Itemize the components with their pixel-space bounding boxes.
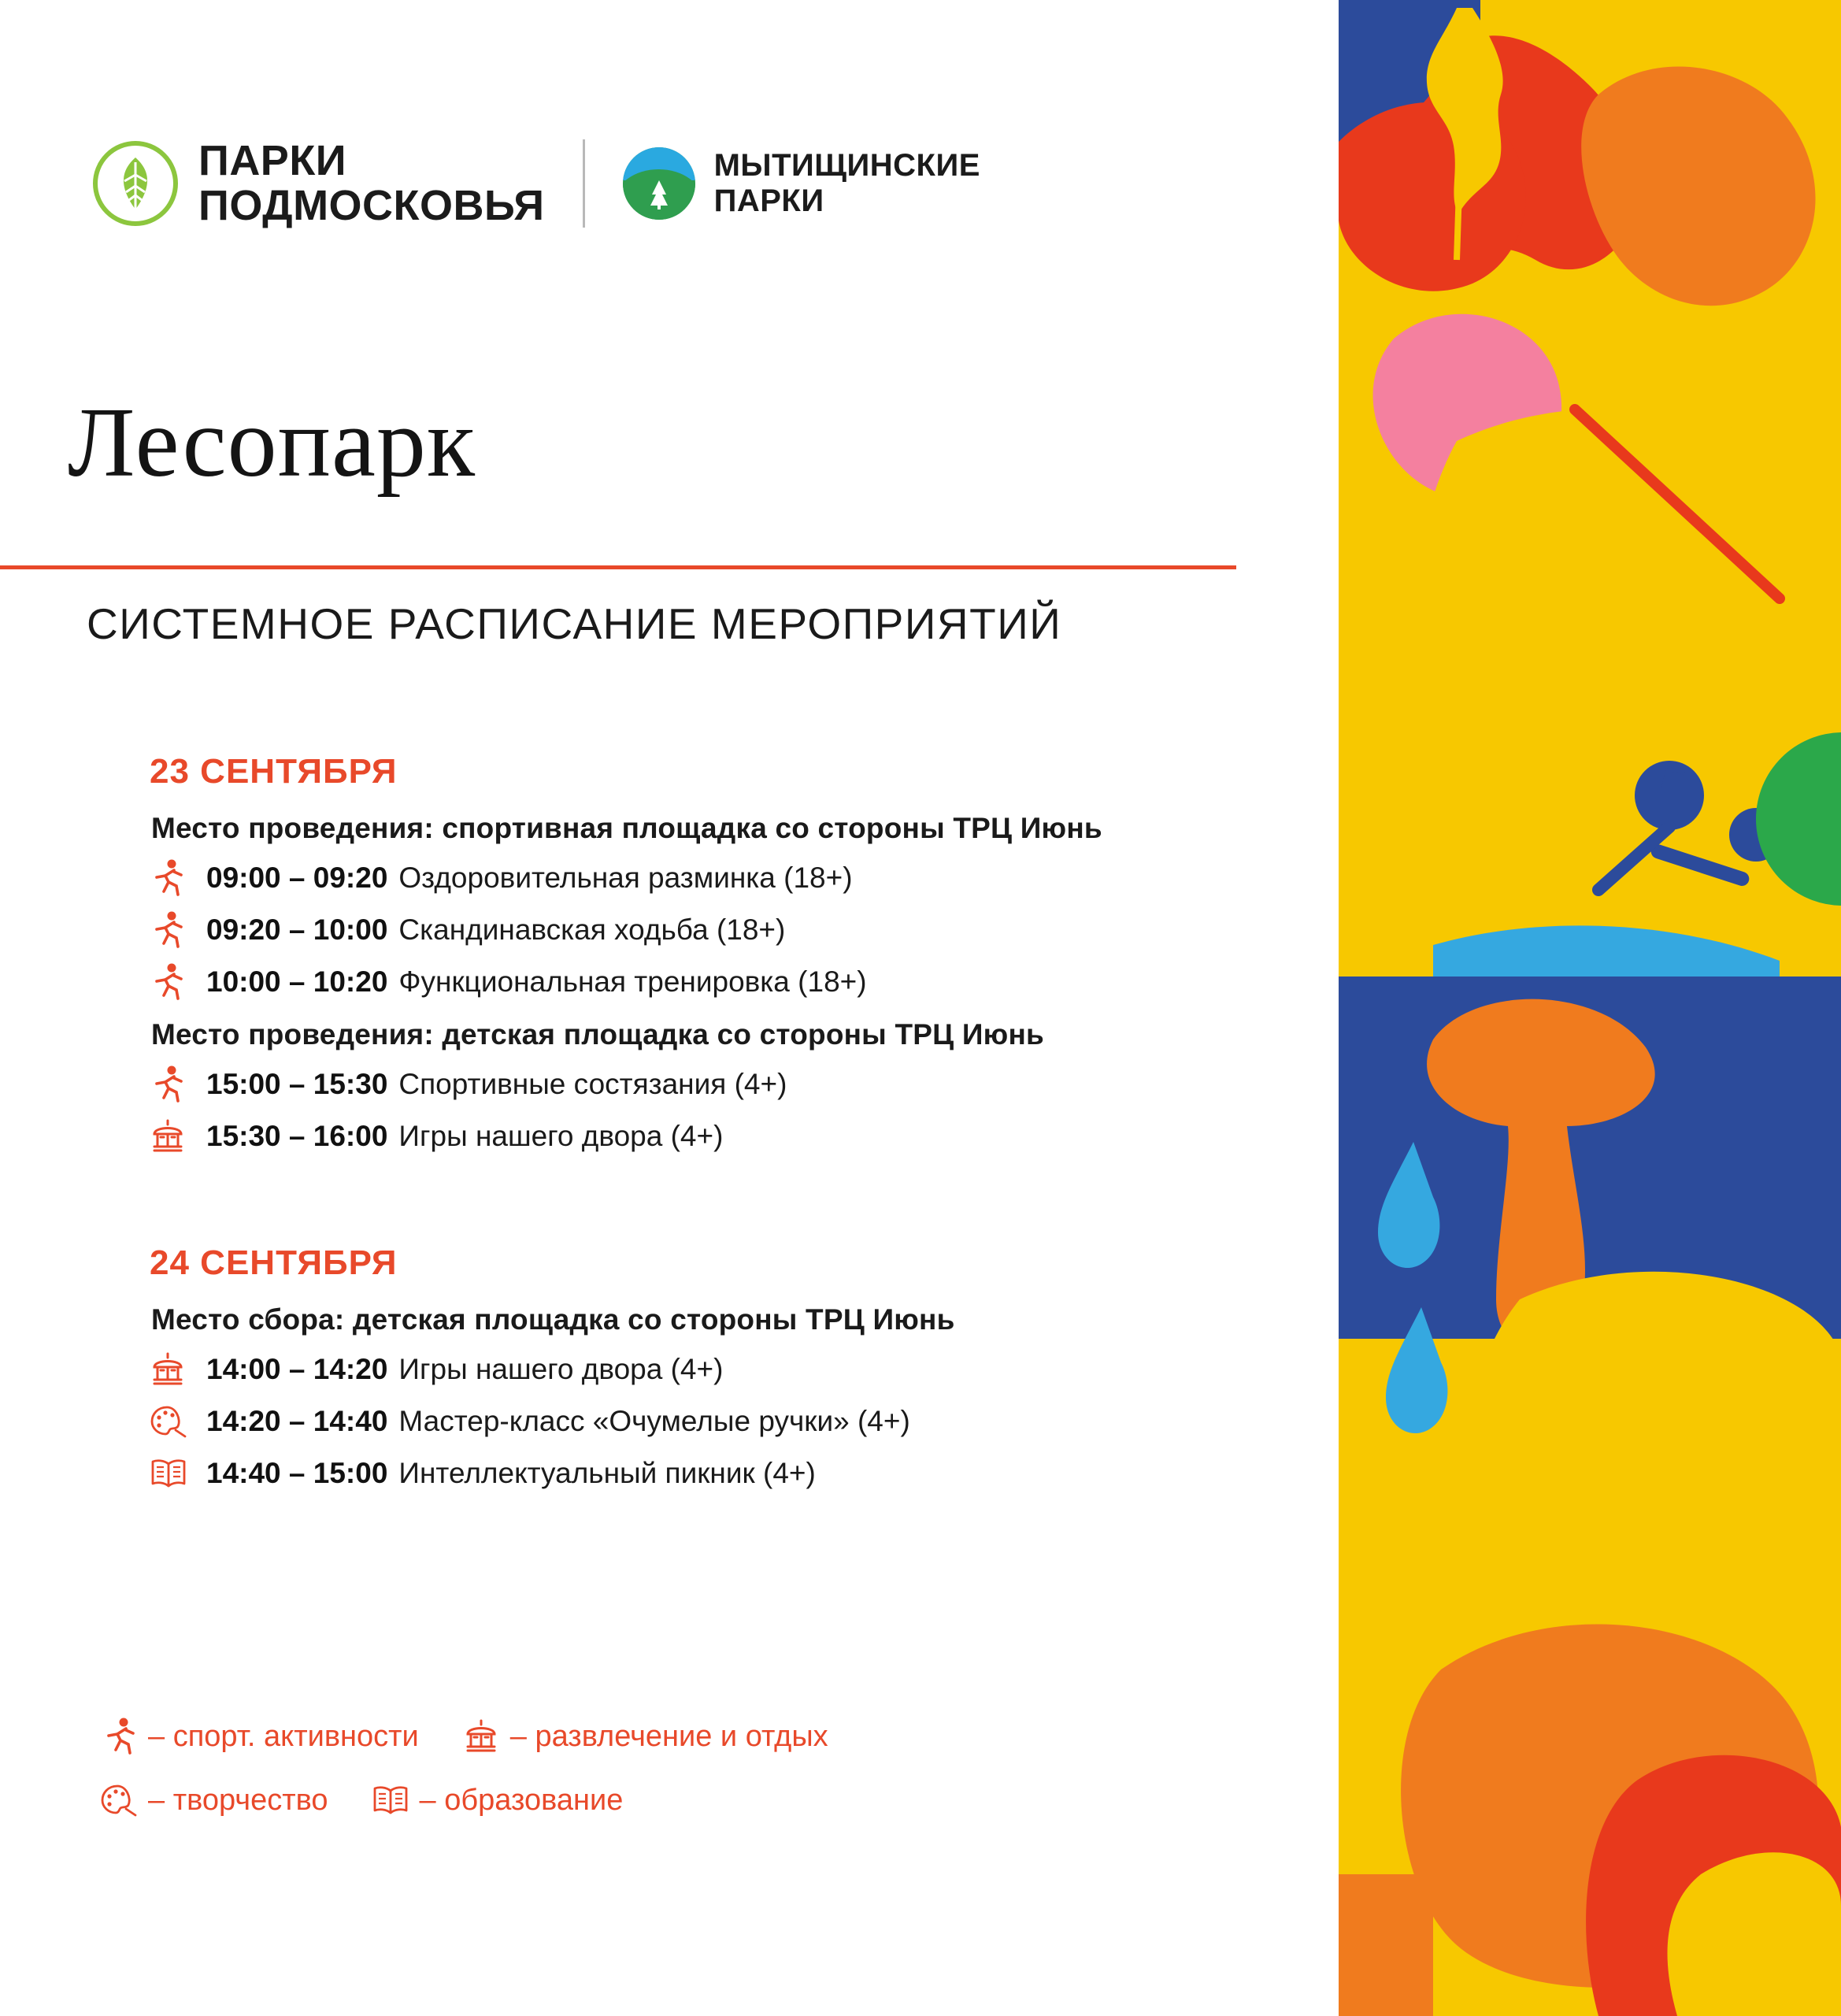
event-row (150, 1347, 1252, 1392)
event-row (150, 908, 1252, 952)
event-row (150, 856, 1252, 900)
page-subtitle: СИСТЕМНОЕ РАСПИСАНИЕ МЕРОПРИЯТИЙ (87, 599, 1062, 648)
carousel-icon (457, 1718, 506, 1755)
venue-group (150, 1303, 1252, 1495)
event-time: 15:30 – 16:00 (206, 1120, 388, 1152)
legend-label: – образование (419, 1783, 624, 1817)
venue-label: Место проведения: детская площадка со стороны ТРЦ Июнь (151, 1018, 1044, 1051)
venue-label: Место сбора: детская площадка со стороны ТРЦ Июнь (151, 1303, 955, 1336)
carousel-icon (150, 1351, 206, 1388)
event-row (150, 960, 1252, 1004)
event-row (150, 1451, 1252, 1495)
runner-icon (150, 910, 206, 950)
legend-item (94, 1783, 328, 1818)
logo-parki-line1: ПАРКИ (198, 136, 347, 184)
event-time: 15:00 – 15:30 (206, 1068, 388, 1100)
day-block (150, 752, 1252, 1158)
venue-label: Место проведения: спортивная площадка со стороны ТРЦ Июнь (151, 812, 1102, 844)
event-time: 10:00 – 10:20 (206, 965, 388, 998)
venue-group (150, 1018, 1252, 1158)
logo-divider (583, 139, 585, 228)
event-name: Оздоровительная разминка (18+) (398, 862, 853, 894)
event-time: 09:20 – 10:00 (206, 914, 388, 946)
day-date: 23 СЕНТЯБРЯ (150, 752, 398, 791)
carousel-icon (150, 1118, 206, 1154)
legend-label: – спорт. активности (148, 1719, 419, 1753)
venue-group (150, 812, 1252, 1004)
palette-icon (150, 1404, 206, 1439)
runner-icon (150, 1065, 206, 1104)
legend-label: – творчество (148, 1783, 328, 1817)
event-name: Игры нашего двора (4+) (398, 1120, 724, 1152)
legend-row (94, 1717, 1236, 1756)
legend (94, 1717, 1236, 1844)
event-name: Спортивные состязания (4+) (398, 1068, 787, 1100)
legend-item (457, 1718, 828, 1755)
event-name: Мастер-класс «Очумелые ручки» (4+) (398, 1405, 910, 1437)
runner-icon (150, 858, 206, 898)
event-name: Скандинавская ходьба (18+) (398, 914, 786, 946)
logo-myt-text (714, 148, 980, 219)
event-row (150, 1114, 1252, 1158)
autumn-shapes-panel (1339, 0, 1841, 2016)
runner-icon (150, 962, 206, 1002)
book-icon (366, 1784, 415, 1816)
schedule (150, 752, 1252, 1557)
logo-myt-line1: МЫТИЩИНСКИЕ (713, 148, 980, 183)
logo-row (93, 132, 980, 235)
legend-label: – развлечение и отдых (509, 1719, 828, 1753)
legend-row (94, 1783, 1236, 1818)
logo-parki-podmoskovya (93, 136, 545, 229)
title-divider (0, 565, 1236, 569)
event-time: 09:00 – 09:20 (206, 862, 388, 894)
event-time: 14:20 – 14:40 (206, 1405, 388, 1437)
book-icon (150, 1458, 206, 1489)
park-landscape-icon (623, 147, 695, 220)
leaf-circle-icon (93, 141, 178, 226)
event-name: Игры нашего двора (4+) (398, 1353, 724, 1385)
event-row (150, 1399, 1252, 1443)
day-block (150, 1243, 1252, 1495)
event-name: Функциональная тренировка (18+) (398, 965, 867, 998)
palette-icon (94, 1783, 143, 1818)
logo-parki-text (198, 136, 545, 229)
logo-parki-line2: ПОДМОСКОВЬЯ (198, 182, 545, 229)
event-row (150, 1062, 1252, 1106)
logo-myt-line2: ПАРКИ (713, 183, 824, 218)
legend-item (94, 1717, 419, 1756)
legend-item (366, 1784, 624, 1818)
runner-icon (94, 1717, 143, 1756)
event-time: 14:00 – 14:20 (206, 1353, 388, 1385)
day-date: 24 СЕНТЯБРЯ (150, 1243, 398, 1282)
event-name: Интеллектуальный пикник (4+) (398, 1457, 816, 1489)
logo-mytishchinskie-parki (623, 147, 980, 220)
page-title: Лесопарк (68, 388, 476, 498)
event-time: 14:40 – 15:00 (206, 1457, 388, 1489)
